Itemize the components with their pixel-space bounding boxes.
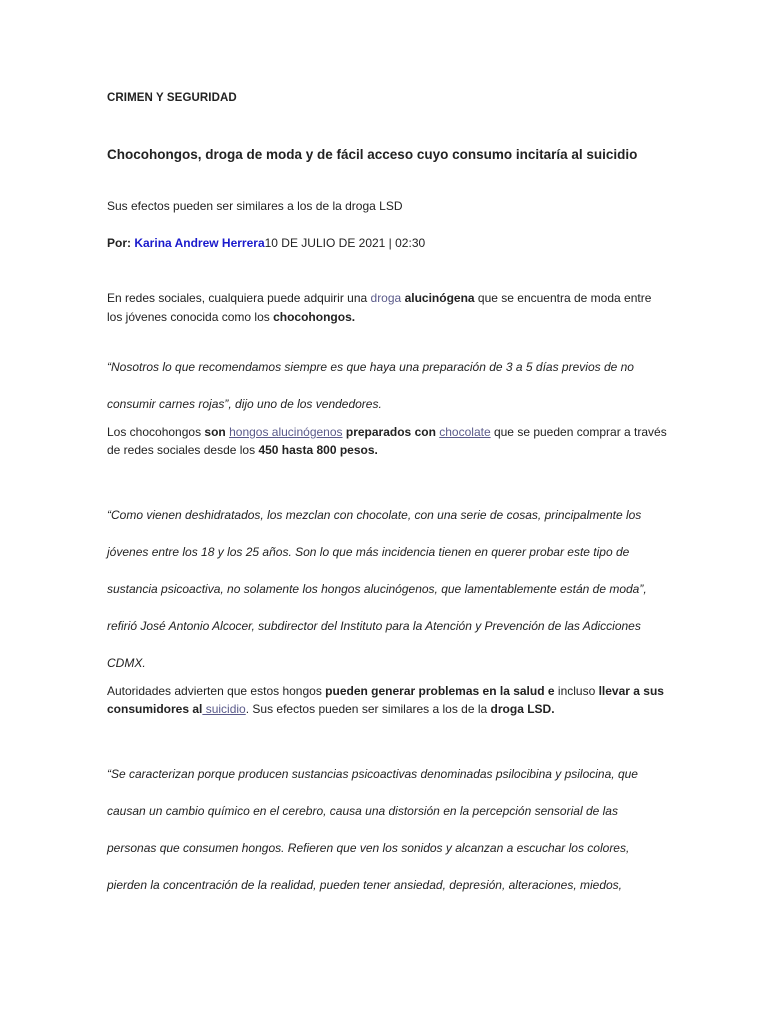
article-body	[107, 92, 667, 904]
paragraph-autoridades	[107, 682, 667, 718]
link-hongos-alucinogenos[interactable]: hongos alucinógenos	[229, 425, 343, 439]
bold-run: llevar a sus consumidores al	[107, 684, 664, 716]
link-chocolate[interactable]: chocolate	[439, 425, 491, 439]
bold-run: son	[204, 425, 226, 439]
bold-run: preparados con	[345, 425, 436, 439]
text-run: que se encuentra de moda entre los jóvenes conocida como los	[107, 291, 652, 324]
byline	[107, 235, 667, 252]
text-run: que se pueden comprar a través de redes sociales desde los	[107, 425, 667, 457]
quote-alcocer: “Como vienen deshidratados, los mezclan con chocolate, con una serie de cosas, principalmente los jóvenes entre los 18 y los 25 años. Son lo que más incidencia tienen en querer probar este tipo de sustancia psicoactiva, no solamente los hongos alucinógenos, que lamentablemente están de moda”, refirió José Antonio Alcocer, subdirector del Instituto para la Atención y Prevención de las Adicciones CDMX.	[107, 508, 647, 670]
byline-label: Por:	[107, 236, 131, 250]
paragraph-chocohongos	[107, 423, 667, 459]
publish-date: 10 DE JULIO DE 2021 | 02:30	[264, 236, 426, 250]
text-run: En redes sociales, cualquiera puede adquirir una	[107, 291, 371, 305]
link-droga[interactable]: droga	[370, 291, 402, 305]
bold-run: chocohongos.	[273, 310, 356, 324]
author-name[interactable]: Karina Andrew Herrera	[134, 236, 265, 250]
bold-run: 450 hasta 800 pesos.	[258, 443, 378, 457]
link-suicidio[interactable]: suicidio	[202, 702, 246, 716]
bold-run: droga LSD.	[490, 702, 555, 716]
bold-run: alucinógena	[404, 291, 475, 305]
article-subhead: Sus efectos pueden ser similares a los de la droga LSD	[107, 199, 403, 213]
article-headline: Chocohongos, droga de moda y de fácil acceso cuyo consumo incitaría al suicidio	[107, 147, 638, 162]
quote-psilocibina: “Se caracterizan porque producen sustancias psicoactivas denominadas psilocibina y psilocina, que causan un cambio químico en el cerebro, causa una distorsión en la percepción sensorial de las personas que consumen hongos. Refieren que ven los sonidos y alcanzan a escuchar los colores, pierden la concentración de la realidad, pueden tener ansiedad, depresión, alteraciones, miedos,	[107, 767, 638, 892]
bold-run: pueden generar problemas en la salud e	[325, 684, 555, 698]
quote-vendor: “Nosotros lo que recomendamos siempre es que haya una preparación de 3 a 5 días previos de no consumir carnes rojas”, dijo uno de los vendedores.	[107, 360, 634, 411]
text-run: Los chocohongos	[107, 425, 205, 439]
text-run: . Sus efectos pueden ser similares a los de la	[245, 702, 491, 716]
section-label: CRIMEN Y SEGURIDAD	[107, 92, 237, 104]
paragraph-intro	[107, 289, 667, 327]
text-run: Autoridades advierten que estos hongos	[107, 684, 326, 698]
text-run: incluso	[554, 684, 599, 698]
